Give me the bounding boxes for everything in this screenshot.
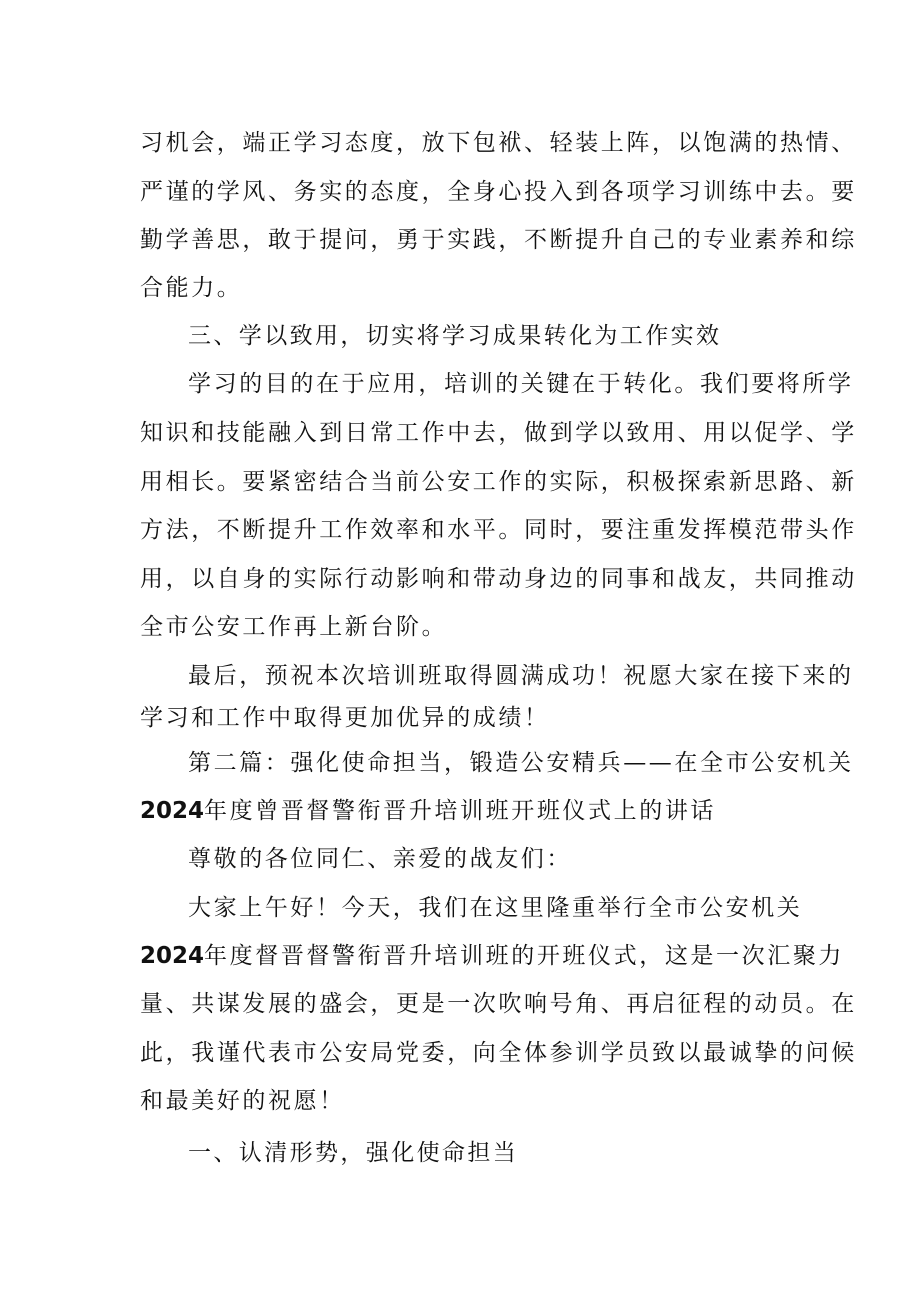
paragraph-line: 合能力。 <box>140 275 243 301</box>
paragraph-line: 方法，不断提升工作效率和水平。同时，要注重发挥模范带头作 <box>140 517 857 543</box>
article-title-line <box>0 796 920 826</box>
year-number: 2024 <box>140 798 205 824</box>
year-number: 2024 <box>140 943 205 969</box>
paragraph-line: 用，以自身的实际行动影响和带动身边的同事和战友，共同推动 <box>140 566 857 592</box>
paragraph-line: 大家上午好！今天，我们在这里隆重举行全市公安机关 <box>188 895 803 921</box>
paragraph-line: 最后，预祝本次培训班取得圆满成功！祝愿大家在接下来的 <box>188 663 854 689</box>
paragraph-line: 学习的目的在于应用，培训的关键在于转化。我们要将所学 <box>188 371 854 397</box>
section-heading-one: 一、认清形势，强化使命担当 <box>188 1140 519 1166</box>
paragraph-line: 学习和工作中取得更加优异的成绩！ <box>140 705 550 731</box>
paragraph-line: 知识和技能融入到日常工作中去，做到学以致用、用以促学、学 <box>140 420 857 446</box>
title-text: 年度曾晋督警衔晋升培训班开班仪式上的讲话 <box>204 798 717 824</box>
paragraph-line: 和最美好的祝愿！ <box>140 1088 345 1114</box>
paragraph-line: 量、共谋发展的盛会，更是一次吹响号角、再启征程的动员。在 <box>140 991 857 1017</box>
paragraph-line: 用相长。要紧密结合当前公安工作的实际，积极探索新思路、新 <box>140 469 857 495</box>
paragraph-line: 此，我谨代表市公安局党委，向全体参训学员致以最诚挚的问候 <box>140 1040 857 1066</box>
paragraph-line: 严谨的学风、务实的态度，全身心投入到各项学习训练中去。要 <box>140 179 857 205</box>
greeting: 尊敬的各位同仁、亲爱的战友们： <box>188 846 572 872</box>
article-title-line: 第二篇：强化使命担当，锻造公安精兵——在全市公安机关 <box>188 750 854 776</box>
paragraph-text: 年度督晋督警衔晋升培训班的开班仪式，这是一次汇聚力 <box>204 943 845 969</box>
paragraph-line: 勤学善思，敢于提问，勇于实践，不断提升自己的专业素养和综 <box>140 227 857 253</box>
paragraph-line: 习机会，端正学习态度，放下包袱、轻装上阵，以饱满的热情、 <box>140 130 857 156</box>
paragraph-line <box>0 941 920 971</box>
paragraph-line: 全市公安工作再上新台阶。 <box>140 614 448 640</box>
section-heading-three: 三、学以致用，切实将学习成果转化为工作实效 <box>188 323 722 349</box>
